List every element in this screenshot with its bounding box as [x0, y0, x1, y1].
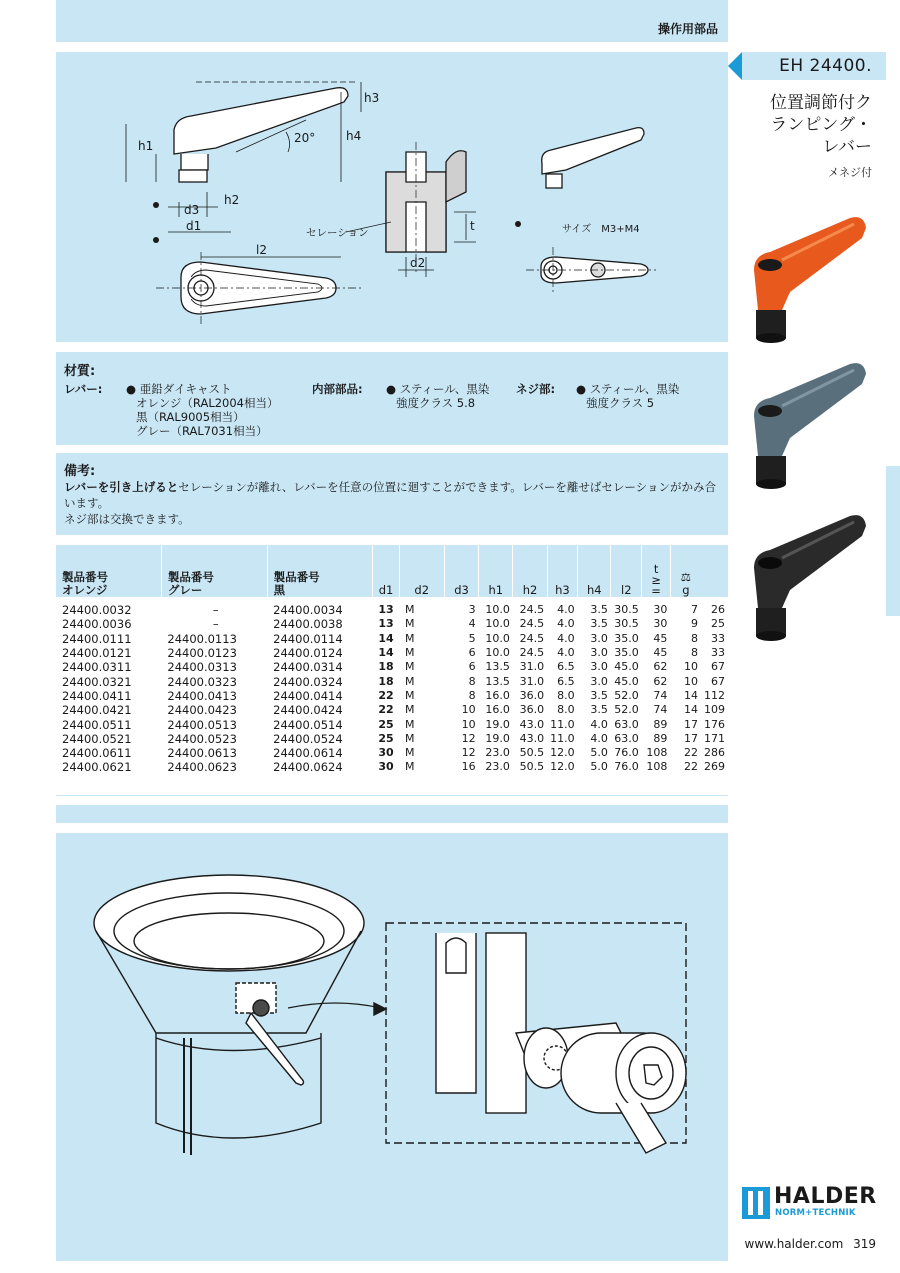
- table-cell: M: [405, 646, 415, 660]
- th-t: t ≥ =: [642, 545, 671, 603]
- th-d3: d3: [444, 545, 478, 603]
- table-cell: 10: [684, 674, 698, 688]
- table-cell: 24400.0514: [273, 717, 343, 732]
- label-d3: d3: [184, 203, 200, 217]
- label-l2: l2: [256, 243, 267, 257]
- table-cell: M: [405, 717, 415, 731]
- lever-line-3: 黒（RAL9005相当）: [136, 410, 245, 424]
- table-cell: 43.0: [519, 731, 545, 745]
- table-cell: 50.5: [519, 746, 545, 760]
- table-cell: 63.0: [614, 717, 639, 731]
- th-d1: d1: [373, 545, 399, 603]
- table-cell: 4.0: [557, 631, 575, 645]
- label-size: サイズ M3+M4: [562, 224, 640, 235]
- grey-lever-image: [742, 356, 872, 491]
- application-svg: [56, 833, 728, 1261]
- table-cell: 22: [378, 688, 394, 702]
- material-thread-lines: [576, 382, 679, 410]
- table-cell: 9: [691, 617, 698, 631]
- table-cell: 31.0: [519, 674, 545, 688]
- table-cell: –: [212, 603, 219, 618]
- table-cell: 24400.0114: [273, 631, 343, 646]
- table-cell: 13.5: [485, 674, 510, 688]
- table-cell: 24400.0524: [273, 731, 343, 746]
- table-cell: 30.5: [614, 603, 639, 617]
- separator-strip: [56, 805, 728, 823]
- label-h2: h2: [224, 193, 240, 207]
- table-cell: 24400.0513: [167, 717, 237, 732]
- table-cell: 14: [684, 703, 698, 717]
- label-serration: セレーション: [306, 227, 369, 239]
- table-cell: 50.5: [519, 760, 545, 774]
- table-cell: 24400.0036: [62, 617, 132, 632]
- table-cell: 43.0: [519, 717, 545, 731]
- table-cell: 23.0: [485, 760, 510, 774]
- th-orange: 製品番号 オレンジ: [62, 570, 108, 597]
- table-cell: 19.0: [485, 731, 510, 745]
- internal-line-1: ● スティール、黒染: [386, 382, 490, 396]
- table-cell: 7: [691, 603, 698, 617]
- table-cell: 8: [468, 674, 476, 688]
- table-cell: 45.0: [614, 660, 639, 674]
- label-h3: h3: [364, 91, 380, 105]
- table-cell: 24.5: [519, 631, 545, 645]
- table-cell: 52.0: [614, 688, 639, 702]
- title-line-1: 位置調節付ク: [770, 93, 872, 113]
- table-cell: 25: [711, 617, 725, 631]
- table-cell: M: [405, 760, 415, 774]
- material-lever-lines: [126, 382, 279, 438]
- notes-text-2: ネジ部は交換できます。: [64, 512, 190, 526]
- table-row: [56, 732, 728, 746]
- table-row: [56, 646, 728, 660]
- table-cell: 76.0: [614, 760, 639, 774]
- table-cell: 10.0: [485, 603, 510, 617]
- table-cell: 286: [704, 746, 725, 760]
- table-cell: 24400.0113: [167, 631, 237, 646]
- table-cell: 176: [704, 717, 725, 731]
- table-cell: 24400.0621: [62, 760, 132, 775]
- table-cell: 3.0: [590, 631, 608, 645]
- table-cell: 18: [378, 660, 394, 674]
- table-cell: 4.0: [557, 646, 575, 660]
- title-line-3: レバー: [822, 137, 872, 157]
- notes-body: セレーションが離れ、レバーを任意の位置に廻すことができます。レバーを離せばセレーションがかみ合います。: [64, 480, 716, 510]
- side-tab: [886, 466, 900, 616]
- th-d2: d2: [399, 545, 444, 603]
- table-cell: 3.5: [590, 603, 608, 617]
- label-h4: h4: [346, 129, 362, 143]
- table-cell: 10.0: [485, 646, 510, 660]
- logo-mark-icon: [742, 1187, 770, 1219]
- table-cell: 3.0: [590, 646, 608, 660]
- table-cell: 36.0: [519, 688, 545, 702]
- thread-line-1: ● スティール、黒染: [576, 382, 680, 396]
- table-cell: 23.0: [485, 746, 510, 760]
- table-cell: 12: [461, 746, 476, 760]
- table-header-row: [56, 545, 728, 603]
- table-cell: 16: [461, 760, 476, 774]
- table-row: [56, 617, 728, 631]
- product-code-tab: [728, 52, 900, 80]
- footer: [745, 1237, 876, 1251]
- table-cell: 24400.0511: [62, 717, 132, 732]
- th-h3: h3: [547, 545, 578, 603]
- technical-drawing: [56, 52, 728, 342]
- thread-line-2: 強度クラス 5: [586, 396, 655, 410]
- table-cell: 74: [653, 688, 668, 702]
- lever-label: レバー:: [64, 382, 103, 396]
- th-weight: ⚖ g: [670, 545, 701, 603]
- header-bar: [56, 0, 728, 42]
- table-row: [56, 717, 728, 731]
- orange-lever-image: [742, 210, 872, 345]
- table-cell: 8: [468, 688, 476, 702]
- table-cell: 89: [653, 717, 668, 731]
- table-cell: 10: [461, 703, 476, 717]
- table-cell: 5.0: [590, 760, 608, 774]
- table-cell: M: [405, 660, 415, 674]
- table-cell: 13: [378, 617, 394, 631]
- table-cell: 63.0: [614, 731, 639, 745]
- table-cell: 24.5: [519, 603, 545, 617]
- table-cell: 24400.0034: [273, 603, 343, 618]
- table-cell: 25: [378, 731, 394, 745]
- material-title: 材質:: [64, 364, 96, 379]
- black-lever-image: [742, 508, 872, 643]
- table-cell: 89: [653, 731, 668, 745]
- table-cell: M: [405, 746, 415, 760]
- table-cell: 8: [691, 631, 698, 645]
- table-cell: 24400.0414: [273, 688, 343, 703]
- table-cell: 45: [653, 646, 668, 660]
- table-cell: 6: [468, 660, 476, 674]
- table-cell: 3.5: [590, 688, 608, 702]
- table-row: [56, 689, 728, 703]
- th-h1: h1: [479, 545, 513, 603]
- table-cell: 4: [468, 617, 476, 631]
- table-cell: 24400.0311: [62, 660, 132, 675]
- table-cell: 22: [684, 760, 698, 774]
- table-cell: M: [405, 603, 415, 617]
- table-cell: 35.0: [614, 631, 639, 645]
- material-internal-lines: [386, 382, 489, 410]
- table-body: [56, 603, 728, 775]
- table-cell: 171: [704, 731, 725, 745]
- table-cell: 269: [704, 760, 725, 774]
- table-cell: 24400.0521: [62, 731, 132, 746]
- category-label: 操作用部品: [657, 22, 718, 36]
- product-subtitle: メネジ付: [828, 166, 872, 179]
- table-cell: 13: [378, 603, 394, 617]
- material-lever: [64, 382, 102, 396]
- label-angle: 20°: [294, 131, 316, 145]
- notes-section: [56, 453, 728, 535]
- table-cell: 16.0: [485, 703, 510, 717]
- label-d2: d2: [410, 256, 426, 270]
- table-cell: 10.0: [485, 631, 510, 645]
- table-row: [56, 760, 728, 774]
- table-cell: 24400.0032: [62, 603, 132, 618]
- table-cell: 24400.0324: [273, 674, 343, 689]
- table-cell: 24400.0624: [273, 760, 343, 775]
- table-cell: M: [405, 617, 415, 631]
- table-cell: 16.0: [485, 688, 510, 702]
- table-cell: 3.0: [590, 674, 608, 688]
- th-black: 製品番号 黒: [267, 545, 373, 603]
- table-cell: 33: [711, 646, 725, 660]
- table-cell: 3.5: [590, 703, 608, 717]
- table-cell: 30.5: [614, 617, 639, 631]
- table-cell: 24400.0111: [62, 631, 132, 646]
- title-line-2: ランピング・: [770, 115, 872, 135]
- table-row: [56, 632, 728, 646]
- table-cell: –: [212, 617, 219, 632]
- table-cell: 74: [653, 703, 668, 717]
- page-number: 319: [853, 1237, 876, 1251]
- spec-table: [56, 545, 728, 775]
- lever-line-4: グレー（RAL7031相当）: [136, 424, 268, 438]
- table-cell: 17: [684, 731, 698, 745]
- table-cell: 24400.0121: [62, 646, 132, 661]
- halder-logo: [742, 1184, 877, 1221]
- table-cell: 24.5: [519, 646, 545, 660]
- table-cell: 11.0: [550, 717, 575, 731]
- table-cell: 13.5: [485, 660, 510, 674]
- table-cell: 10.0: [485, 617, 510, 631]
- table-row: [56, 660, 728, 674]
- table-cell: 45: [653, 631, 668, 645]
- internal-label: 内部部品:: [312, 382, 363, 396]
- th-h2: h2: [513, 545, 547, 603]
- table-cell: 24400.0413: [167, 688, 237, 703]
- table-cell: 17: [684, 717, 698, 731]
- table-cell: 22: [684, 746, 698, 760]
- table-cell: 14: [378, 631, 394, 645]
- table-cell: 8.0: [557, 703, 575, 717]
- table-cell: 30: [378, 760, 394, 774]
- table-cell: 5.0: [590, 746, 608, 760]
- table-cell: 6.5: [557, 660, 575, 674]
- table-cell: 24400.0313: [167, 660, 237, 675]
- table-cell: 24400.0314: [273, 660, 343, 675]
- table-row: [56, 703, 728, 717]
- table-cell: M: [405, 674, 415, 688]
- table-cell: 3: [468, 603, 476, 617]
- table-row: [56, 746, 728, 760]
- table-cell: 67: [711, 674, 725, 688]
- table-cell: 24400.0423: [167, 703, 237, 718]
- table-cell: 8: [691, 646, 698, 660]
- weight-icon: ⚖: [680, 570, 692, 584]
- table-cell: 6: [468, 646, 476, 660]
- table-cell: 24400.0411: [62, 688, 132, 703]
- table-cell: 24400.0123: [167, 646, 237, 661]
- product-code: EH 24400.: [779, 56, 872, 76]
- table-cell: 25: [378, 717, 394, 731]
- table-cell: 8.0: [557, 688, 575, 702]
- table-cell: 4.0: [590, 731, 608, 745]
- drawing-svg: [56, 52, 728, 342]
- table-cell: 3.5: [590, 617, 608, 631]
- label-t: t: [470, 219, 475, 233]
- table-cell: 14: [378, 646, 394, 660]
- table-cell: 62: [653, 660, 668, 674]
- table-cell: 12: [461, 731, 476, 745]
- th-grey: 製品番号 グレー: [161, 545, 267, 603]
- table-cell: 30: [653, 603, 668, 617]
- material-section: [56, 352, 728, 445]
- application-illustration: [56, 833, 728, 1261]
- table-cell: 4.0: [590, 717, 608, 731]
- table-row: [56, 603, 728, 617]
- table-cell: 36.0: [519, 703, 545, 717]
- notes-bold: レバーを引き上げると: [64, 480, 179, 494]
- internal-line-2: 強度クラス 5.8: [396, 396, 476, 410]
- label-d1: d1: [186, 219, 202, 233]
- table-cell: 22: [378, 703, 394, 717]
- table-cell: 12.0: [550, 760, 575, 774]
- table-cell: 12.0: [550, 746, 575, 760]
- table-cell: 14: [684, 688, 698, 702]
- table-cell: 26: [711, 603, 725, 617]
- material-internal: [312, 382, 363, 396]
- table-cell: 10: [684, 660, 698, 674]
- table-cell: 24400.0323: [167, 674, 237, 689]
- table-cell: 108: [646, 746, 668, 760]
- table-cell: 11.0: [550, 731, 575, 745]
- table-cell: 24400.0321: [62, 674, 132, 689]
- label-h1: h1: [138, 139, 154, 153]
- table-cell: 35.0: [614, 646, 639, 660]
- table-cell: 19.0: [485, 717, 510, 731]
- notes-text-1: [64, 479, 724, 511]
- brand-sub: NORM+TECHNIK: [775, 1208, 856, 1218]
- th-h4: h4: [578, 545, 611, 603]
- table-cell: M: [405, 688, 415, 702]
- table-cell: 24400.0614: [273, 746, 343, 761]
- table-cell: 5: [468, 631, 476, 645]
- table-cell: 3.0: [590, 660, 608, 674]
- table-cell: 24.5: [519, 617, 545, 631]
- table-cell: 30: [653, 617, 668, 631]
- table-cell: 76.0: [614, 746, 639, 760]
- table-cell: 24400.0124: [273, 646, 343, 661]
- brand-name: HALDER: [774, 1184, 877, 1209]
- notes-title: 備考:: [64, 464, 96, 479]
- table-cell: 30: [378, 746, 394, 760]
- table-cell: 24400.0613: [167, 746, 237, 761]
- table-cell: 24400.0038: [273, 617, 343, 632]
- table-row: [56, 674, 728, 688]
- table-cell: 24400.0421: [62, 703, 132, 718]
- table-bottom-rule: [56, 795, 728, 796]
- table-cell: M: [405, 631, 415, 645]
- table-cell: 109: [704, 703, 725, 717]
- table-cell: 4.0: [557, 603, 575, 617]
- table-cell: 6.5: [557, 674, 575, 688]
- table-cell: 18: [378, 674, 394, 688]
- table-cell: 24400.0611: [62, 746, 132, 761]
- spec-table-panel: [56, 545, 728, 795]
- tab-arrow-icon: [728, 52, 742, 80]
- table-cell: 24400.0623: [167, 760, 237, 775]
- lever-line-1: ● 亜鉛ダイキャスト: [126, 382, 232, 396]
- product-title: [722, 92, 872, 158]
- table-cell: 52.0: [614, 703, 639, 717]
- table-cell: 4.0: [557, 617, 575, 631]
- footer-url[interactable]: www.halder.com: [744, 1237, 844, 1251]
- table-cell: 112: [704, 688, 725, 702]
- thread-label: ネジ部:: [516, 382, 556, 396]
- table-cell: M: [405, 731, 415, 745]
- table-cell: 31.0: [519, 660, 545, 674]
- material-thread: [516, 382, 555, 396]
- table-cell: 67: [711, 660, 725, 674]
- th-l2: l2: [611, 545, 642, 603]
- table-cell: 62: [653, 674, 668, 688]
- table-cell: 24400.0424: [273, 703, 343, 718]
- table-cell: M: [405, 703, 415, 717]
- table-cell: 24400.0523: [167, 731, 237, 746]
- table-cell: 10: [461, 717, 476, 731]
- table-cell: 45.0: [614, 674, 639, 688]
- table-cell: 108: [646, 760, 668, 774]
- lever-line-2: オレンジ（RAL2004相当）: [136, 396, 279, 410]
- table-cell: 33: [711, 631, 725, 645]
